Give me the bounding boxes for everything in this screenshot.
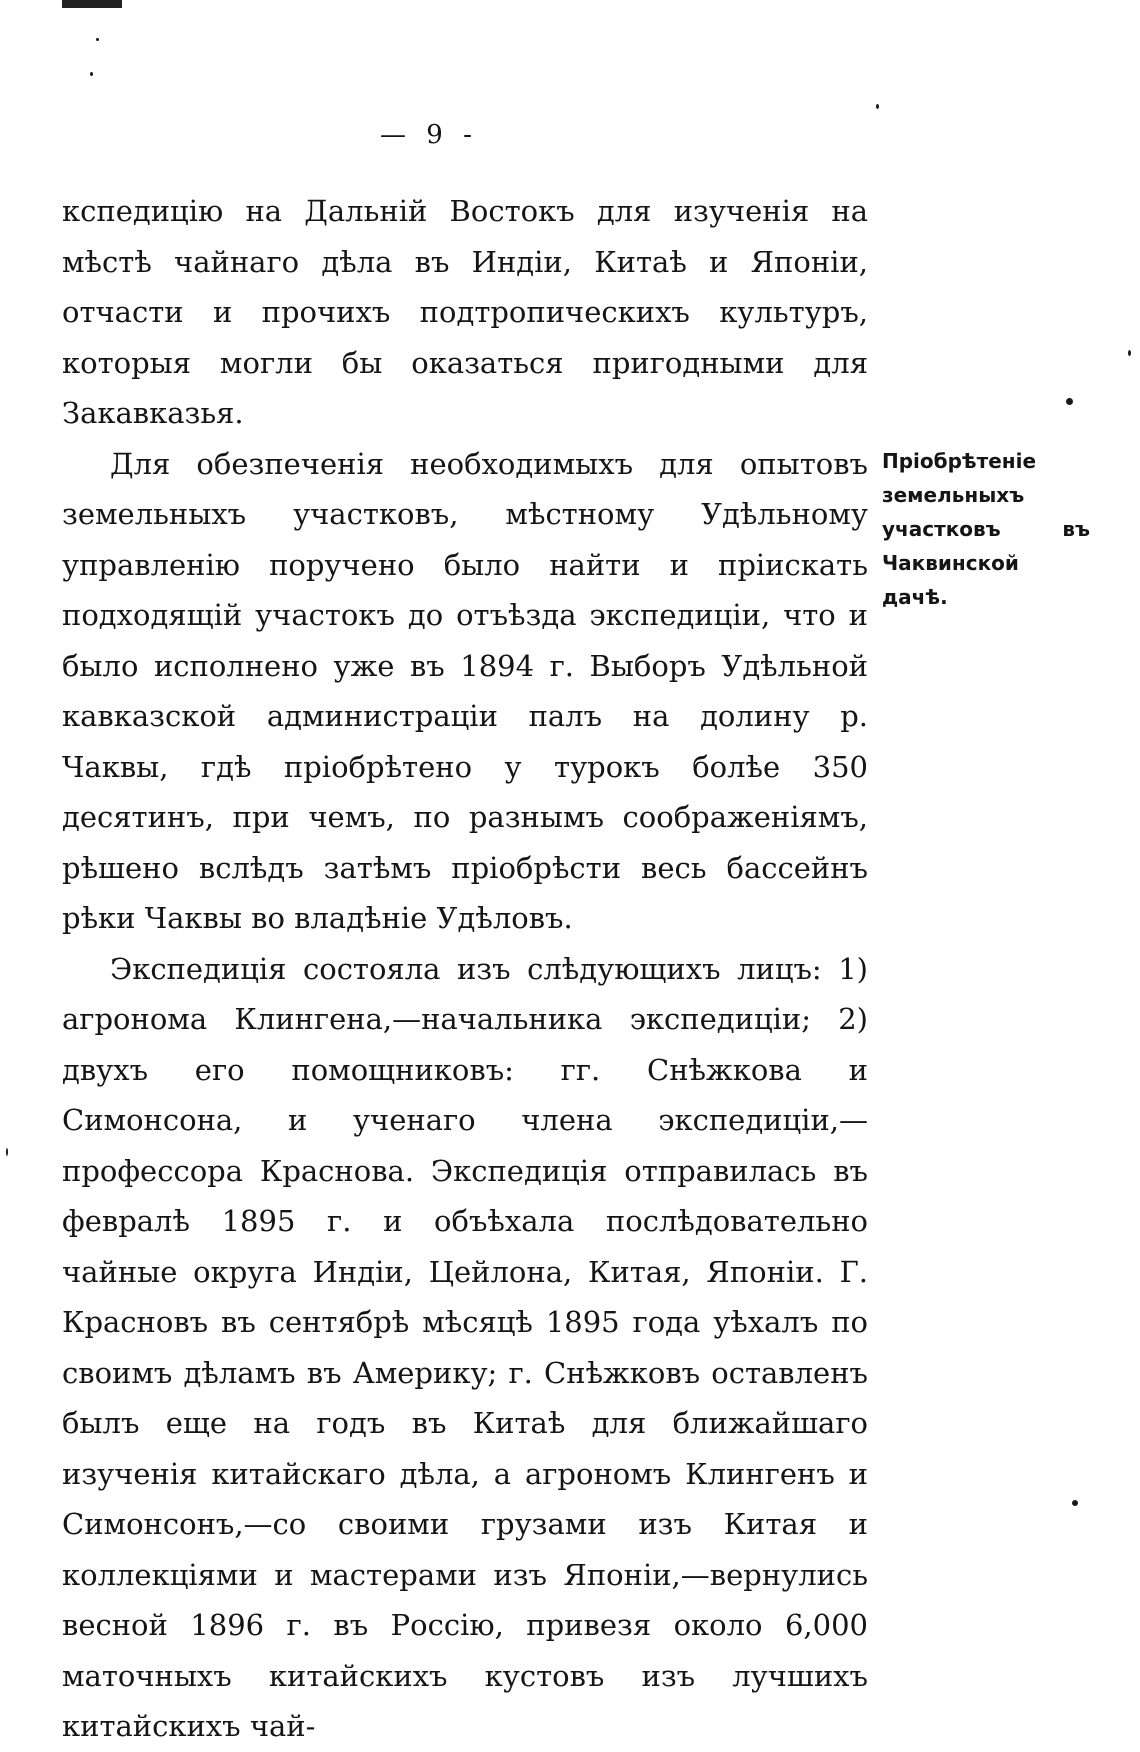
scan-speck — [1128, 350, 1131, 356]
paragraph-expedition-members: Экспедиція состояла изъ слѣдующихъ лицъ: 1) агронома Клингена,—начальника экспедиціи; 2) двухъ его помощниковъ: гг. Снѣжкова и Симонсона, и ученаго члена экспедиціи,—профессора Краснова. Экспедиція отправилась въ февралѣ 1895 г. и объѣхала послѣдовательно чайные округа Индіи, Цейлона, Китая, Японіи. Г. Красновъ въ сентябрѣ мѣсяцѣ 1895 года уѣхалъ по своимъ дѣламъ въ Америку; г. Снѣжковъ оставленъ былъ еще на годъ въ Китаѣ для ближайшаго изученія китайскаго дѣла, а агрономъ Клингенъ и Симонсонъ,—со своими грузами изъ Китая и коллекціями и мастерами изъ Японіи,—вернулись весной 1896 г. въ Россію, привезя около 6,000 маточныхъ китайскихъ кустовъ изъ лучшихъ китайскихъ чай- — [62, 951, 868, 1743]
paragraph-land-acquisition: Для обезпеченія необходимыхъ для опытовъ земельныхъ участковъ, мѣстному Удѣльному управленію поручено было найти и пріискать подходящій участокъ до отъѣзда экспедиціи, что и было исполнено уже въ 1894 г. Выборъ Удѣльной кавказской администраціи палъ на долину р. Чаквы, гдѣ пріобрѣтено у турокъ болѣе 350 десятинъ, при чемъ, по разнымъ соображеніямъ, рѣшено вслѣдъ затѣмъ пріобрѣсти весь бассейнъ рѣки Чаквы во владѣніе Удѣловъ. — [62, 446, 868, 935]
scan-speck — [1066, 398, 1073, 405]
paragraph-expedition-purpose: кспедицію на Дальній Востокъ для изученія на мѣстѣ чайнаго дѣла въ Индіи, Китаѣ и Японіи, отчасти и прочихъ подтропическихъ культуръ, которыя могли бы оказаться пригодными для Закавказья. — [62, 194, 868, 430]
scan-speck — [90, 72, 93, 76]
scan-speck — [1072, 1500, 1078, 1506]
margin-note: Пріобрѣтеніе земельныхъ участковъ въ Чаквинской дачѣ. — [882, 449, 1090, 609]
scan-speck — [6, 1148, 8, 1156]
scan-edge-mark — [62, 0, 122, 8]
page-number: — 9 - — [380, 120, 478, 150]
scan-speck — [96, 38, 99, 41]
scan-speck — [876, 104, 879, 109]
main-text-column — [62, 186, 868, 1752]
